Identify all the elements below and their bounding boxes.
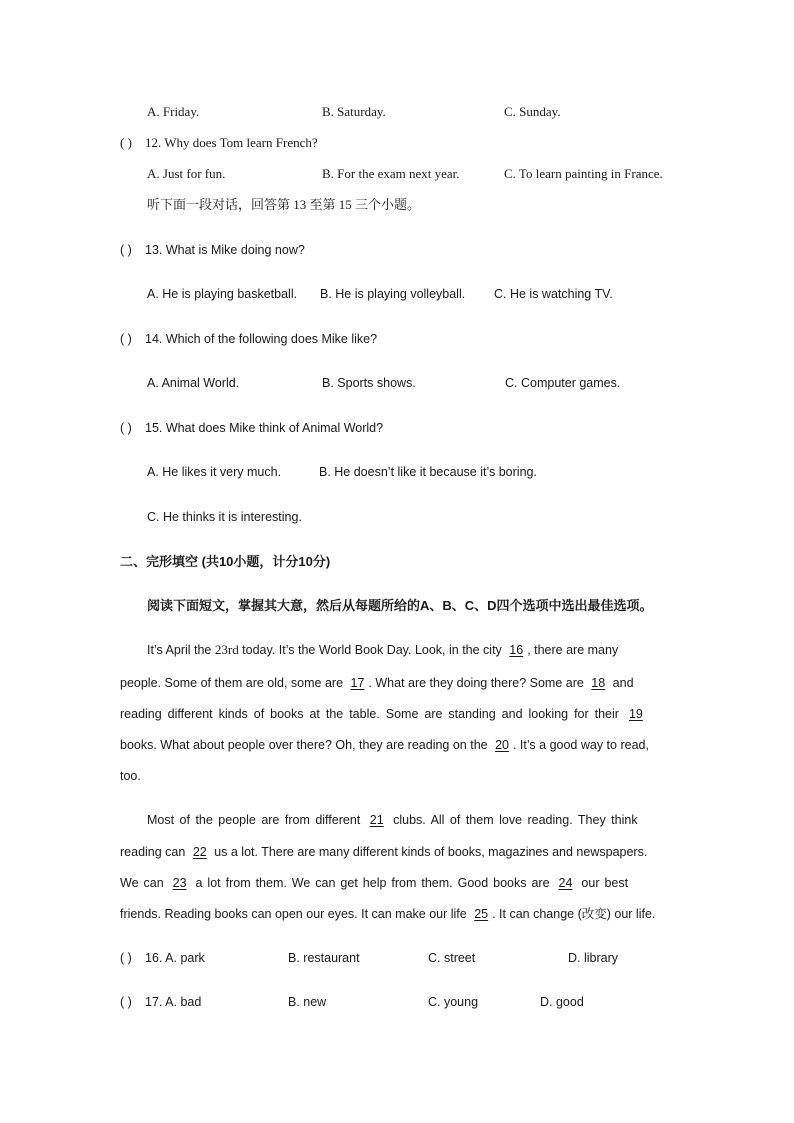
blank-19: 19 xyxy=(628,707,643,721)
q13-option-a: A. He is playing basketball. xyxy=(147,287,298,301)
q12-stem: 12. Why does Tom learn French? xyxy=(145,135,318,150)
q15-option-b: B. He doesn’t like it because it’s boring. xyxy=(319,465,537,479)
q15-answer-paren: ( ) xyxy=(120,421,132,435)
q14-stem: 14. Which of the following does Mike like? xyxy=(145,332,378,346)
q14-option-b: B. Sports shows. xyxy=(322,376,416,390)
q17-answer-paren: ( ) xyxy=(120,995,132,1009)
q12-option-b: B. For the exam next year. xyxy=(322,166,460,181)
q17-option-d: D. good xyxy=(540,995,584,1009)
q13-answer-paren: ( ) xyxy=(120,243,132,257)
passage-line: It’s April the 23rd today. It’s the World Book Day. Look, in the city 16 , there are many xyxy=(147,642,619,657)
passage-line: Most of the people are from different 21 clubs. All of them love reading. They think xyxy=(147,813,638,827)
q14-option-a: A. Animal World. xyxy=(147,376,240,390)
q15-option-a: A. He likes it very much. xyxy=(147,465,282,479)
blank-20: 20 xyxy=(495,738,509,752)
q14-answer-paren: ( ) xyxy=(120,332,132,346)
q11-option-b: B. Saturday. xyxy=(322,104,386,119)
q16-answer-paren: ( ) xyxy=(120,951,132,965)
q11-option-c: C. Sunday. xyxy=(504,104,561,119)
passage-line: friends. Reading books can open our eyes. It can make our life 25 . It can change (改变) our life. xyxy=(120,907,656,921)
q17-option-a: 17. A. bad xyxy=(145,995,202,1009)
q17-option-b: B. new xyxy=(288,995,327,1009)
passage-line: too. xyxy=(120,769,141,783)
q16-option-c: C. street xyxy=(428,951,476,965)
date-text: 23rd xyxy=(214,642,239,657)
q12-option-c: C. To learn painting in France. xyxy=(504,166,663,181)
blank-21: 21 xyxy=(369,813,384,827)
passage-line: reading different kinds of books at the table. Some are standing and looking for their 19 xyxy=(120,706,673,722)
q13-option-c: C. He is watching TV. xyxy=(494,287,613,301)
section-title: 二、完形填空 (共10小题，计分10分) xyxy=(120,554,331,569)
q16-option-b: B. restaurant xyxy=(288,951,360,965)
blank-24: 24 xyxy=(558,876,573,890)
blank-16: 16 xyxy=(509,643,524,657)
q15-option-c: C. He thinks it is interesting. xyxy=(147,510,302,524)
q12-answer-paren: ( ) xyxy=(120,135,132,150)
passage-line: people. Some of them are old, some are 17 . What are they doing there? Some are 18 and xyxy=(120,676,634,690)
blank-18: 18 xyxy=(591,676,606,690)
blank-22: 22 xyxy=(192,845,207,859)
blank-17: 17 xyxy=(350,676,365,690)
q17-option-c: C. young xyxy=(428,995,479,1009)
listening-instruction: 听下面一段对话，回答第 13 至第 15 三个小题。 xyxy=(147,197,421,212)
passage-line: We can 23 a lot from them. We can get help from them. Good books are 24 our best xyxy=(120,876,629,890)
q16-option-a: 16. A. park xyxy=(145,951,205,965)
q11-option-a: A. Friday. xyxy=(147,104,200,119)
q14-option-c: C. Computer games. xyxy=(505,376,621,390)
q12-option-a: A. Just for fun. xyxy=(147,166,226,181)
q15-stem: 15. What does Mike think of Animal World? xyxy=(145,421,384,435)
section-instruction: 阅读下面短文，掌握其大意，然后从每题所给的A、B、C、D四个选项中选出最佳选项。 xyxy=(147,598,653,613)
q13-option-b: B. He is playing volleyball. xyxy=(320,287,466,301)
blank-23: 23 xyxy=(172,876,187,890)
blank-25: 25 xyxy=(474,907,489,921)
q13-stem: 13. What is Mike doing now? xyxy=(145,243,305,257)
passage-line: reading can 22 us a lot. There are many different kinds of books, magazines and newspapers. xyxy=(120,845,648,859)
passage-line: books. What about people over there? Oh, they are reading on the 20 . It’s a good way to read, xyxy=(120,738,649,752)
q16-option-d: D. library xyxy=(568,951,619,965)
